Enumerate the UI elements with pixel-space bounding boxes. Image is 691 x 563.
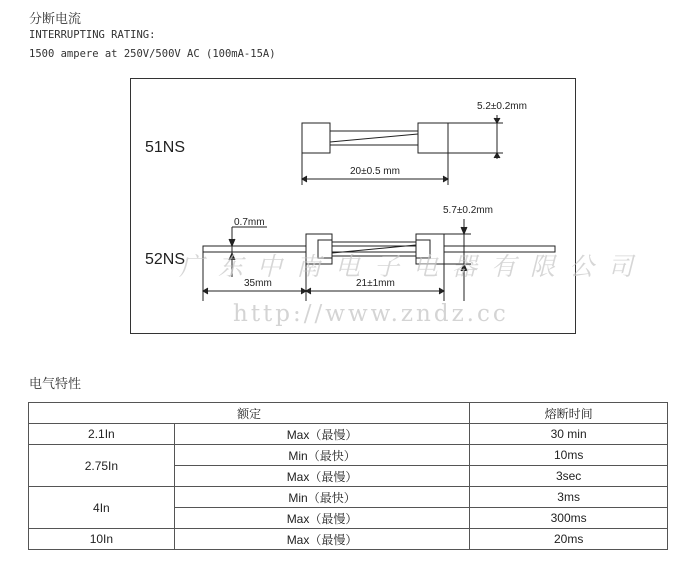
time-cell: 3sec [470, 466, 668, 487]
header-fusing-time: 熔断时间 [470, 403, 668, 424]
header-rating: 额定 [29, 403, 470, 424]
51ns-length-label: 20±0.5 mm [350, 166, 400, 177]
51ns-diameter-label: 5.2±0.2mm [477, 101, 527, 112]
condition-cell: Max（最慢） [174, 529, 470, 550]
interrupting-rating-value: 1500 ampere at 250V/500V AC (100mA-15A) [29, 48, 276, 60]
rating-cell: 4In [29, 487, 175, 529]
time-cell: 300ms [470, 508, 668, 529]
model-52ns-label: 52NS [145, 251, 186, 268]
52ns-lead-label: 35mm [244, 278, 272, 289]
rating-cell: 2.75In [29, 445, 175, 487]
url-watermark: http://www.zndz.cc [233, 301, 509, 327]
table-row [29, 487, 668, 508]
rating-cell: 2.1In [29, 424, 175, 445]
condition-cell: Max（最慢） [174, 466, 470, 487]
rating-cell: 10In [29, 529, 175, 550]
section-title-electrical-characteristics: 电气特性 [29, 377, 82, 392]
model-51ns-label: 51NS [145, 139, 186, 156]
condition-cell: Max（最慢） [174, 508, 470, 529]
condition-cell: Min（最快） [174, 445, 470, 466]
section-title-breaking-current: 分断电流 [29, 12, 82, 27]
52ns-length-label: 21±1mm [356, 278, 395, 289]
time-cell: 3ms [470, 487, 668, 508]
company-watermark: 广东中南电子电器有限公司 [179, 252, 648, 281]
time-cell: 30 min [470, 424, 668, 445]
52ns-wire-label: 0.7mm [234, 217, 265, 228]
time-cell: 20ms [470, 529, 668, 550]
table-header-row [29, 403, 668, 424]
table-row [29, 445, 668, 466]
fuse-drawing [131, 79, 577, 335]
fusing-time-table [28, 402, 668, 550]
fuse-dimension-diagram [130, 78, 648, 334]
table-row [29, 529, 668, 550]
52ns-diameter-label: 5.7±0.2mm [443, 205, 493, 216]
condition-cell: Max（最慢） [174, 424, 470, 445]
interrupting-rating-label: INTERRUPTING RATING: [29, 29, 156, 41]
table-row [29, 424, 668, 445]
time-cell: 10ms [470, 445, 668, 466]
condition-cell: Min（最快） [174, 487, 470, 508]
